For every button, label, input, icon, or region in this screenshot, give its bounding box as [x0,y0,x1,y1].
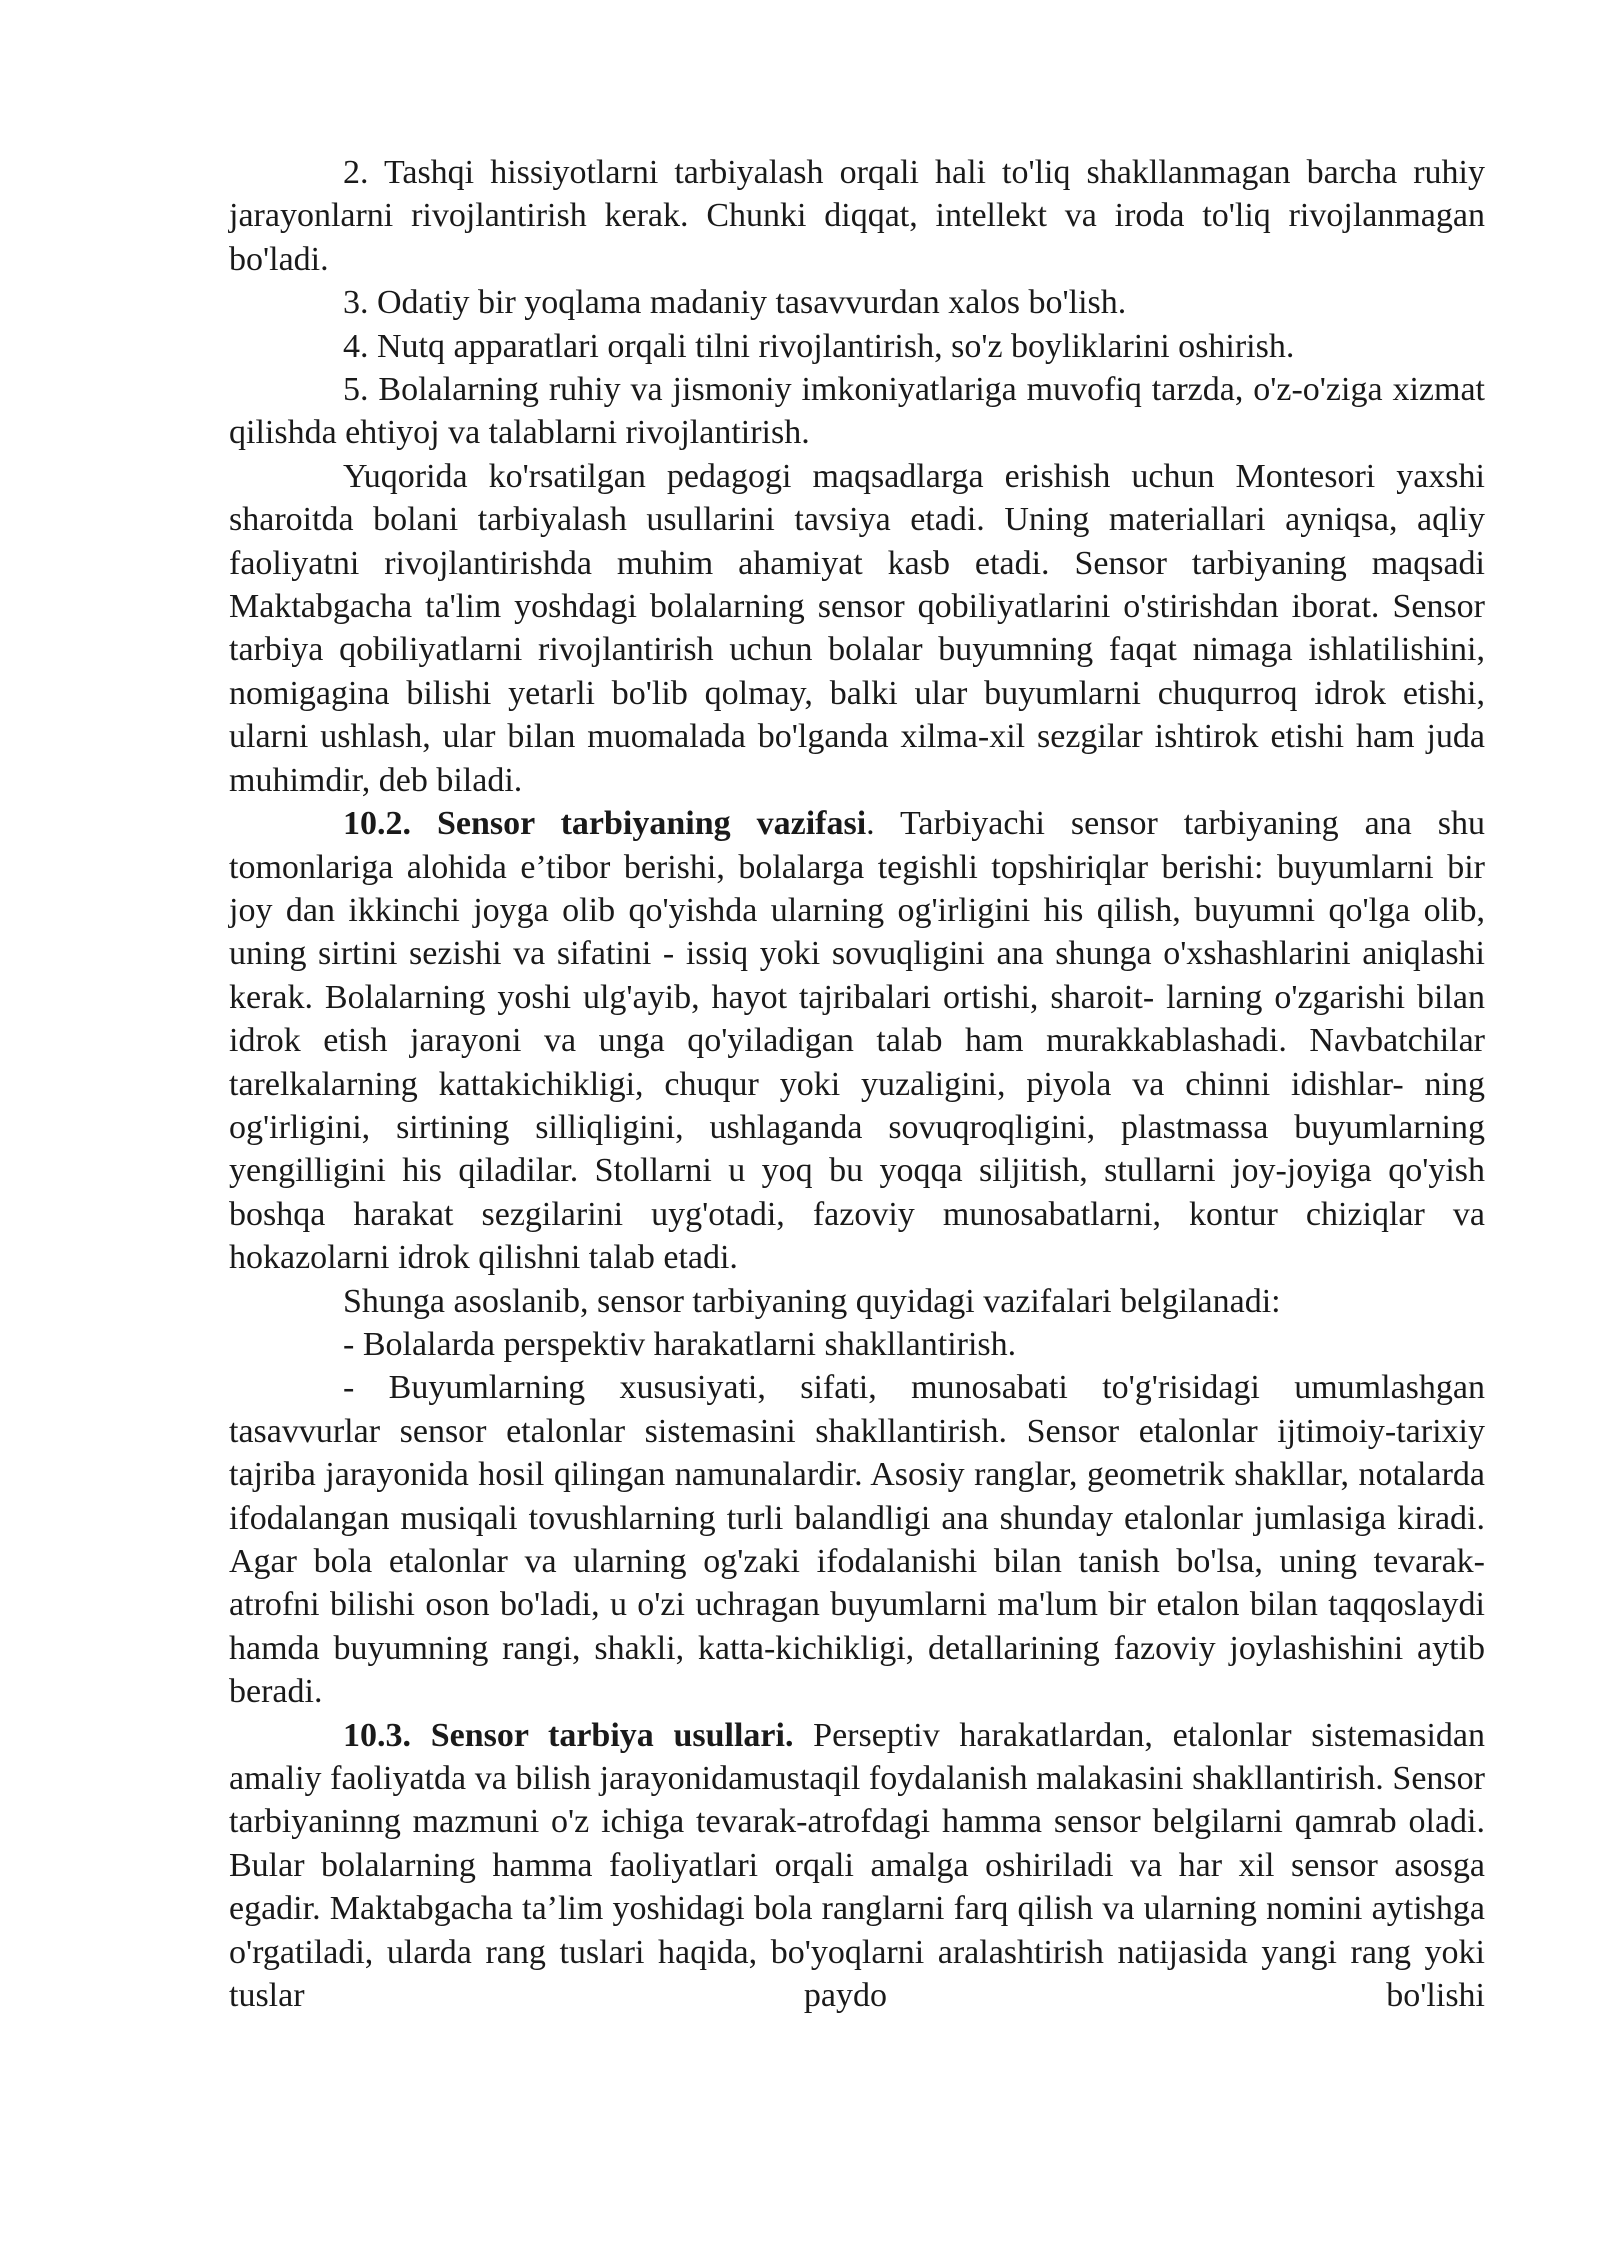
document-page [229,151,1485,2017]
section-10-2-text: . Tarbiyachi sensor tarbiyaning ana shu tomonlariga alohida e’tibor berishi, bolalarga tegishli topshiriqlar berishi: buyumlarni bir joy dan ikkinchi joyga olib qo'yishda ularning og'irligini his qilish, buyumni qo'lga olib, uning sirtini sezishi va sifatini - issiq yoki sovuqligini ana shunga o'xshashlarini aniqlashi kerak. Bolalarning yoshi ulg'ayib, hayot tajribalari ortishi, sharoit- larning o'zgarishi bilan idrok etish jarayoni va unga qo'yiladigan talab ham murakkablashadi. Navbatchilar tarelkalarning kattakichikligi, chuqur yoki yuzaligini, piyola va chinni idishlar- ning og'irligini, sirtining silliqligini, ushlaganda sovuqroqligini, plastmassa buyumlarning yengilligini his qiladilar. Stollarni u yoq bu yoqqa siljitish, stullarni joy-joyiga qo'yish boshqa harakat sezgilarini uyg'otadi, fazoviy munosabatlarni, kontur chiziqlar va hokazolarni idrok qilishni talab etadi. [229,805,1485,1277]
paragraph-7: Shunga asoslanib, sensor tarbiyaning quyidagi vazifalari belgilanadi: [343,1282,1281,1320]
paragraph-8: - Bolalarda perspektiv harakatlarni shakllantirish. [343,1325,1017,1363]
paragraph-1: 2. Tashqi hissiyotlarni tarbiyalash orqali hali to'liq shakllanmagan barcha ruhiy jarayonlarni rivojlantirish kerak. Chunki diqqat, intellekt va iroda to'liq rivojlanmagan bo'ladi. [229,154,1485,278]
paragraph-2: 3. Odatiy bir yoqlama madaniy tasavvurdan xalos bo'lish. [343,284,1127,322]
paragraph-3: 4. Nutq apparatlari orqali tilni rivojlantirish, so'z boyliklarini oshirish. [343,327,1295,365]
section-10-3-paragraph [229,1714,1485,2018]
paragraph-4: 5. Bolalarning ruhiy va jismoniy imkoniyatlariga muvofiq tarzda, o'z-o'ziga xizmat qilishda ehtiyoj va talablarni rivojlantirish. [229,371,1485,452]
section-10-2-heading: 10.2. Sensor tarbiyaning vazifasi [343,805,867,843]
section-10-3-text: Perseptiv harakatlardan, etalonlar sistemasidan amaliy faoliyatda va bilish jarayonidamustaqil foydalanish malakasini shakllantirish. Sensor tarbiyaninng mazmuni o'z ichiga tevarak-atrofdagi hamma sensor belgilarni qamrab oladi. Bular bolalarning hamma faoliyatlari orqali amalga oshiriladi va har xil sensor asosga egadir. Maktabgacha ta’lim yoshidagi bola ranglarni farq qilish va ularning nomini aytishga o'rgatiladi, ularda rang tuslari haqida, bo'yoqlarni aralashtirish natijasida yangi rang yoki tuslar paydo bo'lishi [229,1716,1485,2015]
paragraph-5: Yuqorida ko'rsatilgan pedagogi maqsadlarga erishish uchun Montesori yaxshi sharoitda bolani tarbiyalash usullarini tavsiya etadi. Uning materiallari ayniqsa, aqliy faoliyatni rivojlantirishda muhim ahamiyat kasb etadi. Sensor tarbiyaning maqsadi Maktabgacha ta'lim yoshdagi bolalarning sensor qobiliyatlarini o'stirishdan iborat. Sensor tarbiya qobiliyatlarni rivojlantirish uchun bolalar buyumning faqat nimaga ishlatilishini, nomigagina bilishi yetarli bo'lib qolmay, balki ular buyumlarni chuqurroq idrok etishi, ularni ushlash, ular bilan muomalada bo'lganda xilma-xil sezgilar ishtirok etishi ham juda muhimdir, deb biladi. [229,457,1485,799]
section-10-3-heading: 10.3. Sensor tarbiya usullari. [343,1716,794,1754]
section-10-2-paragraph [229,802,1485,1279]
paragraph-9: - Buyumlarning xususiyati, sifati, munosabati to'g'risidagi umumlashgan tasavvurlar sensor etalonlar sistemasini shakllantirish. Sensor etalonlar ijtimoiy-tarixiy tajriba jarayonida hosil qilingan namunalardir. Asosiy ranglar, geometrik shakllar, notalarda ifodalangan musiqali tovushlarning turli balandligi ana shunday etalonlar jumlasiga kiradi. Agar bola etalonlar va ularning og'zaki ifodalanishi bilan tanish bo'lsa, uning tevarak-atrofni bilishi oson bo'ladi, u o'zi uchragan buyumlarni ma'lum bir etalon bilan taqqoslaydi hamda buyumning rangi, shakli, katta-kichikligi, detallarining fazoviy joylashishini aytib beradi. [229,1369,1485,1711]
